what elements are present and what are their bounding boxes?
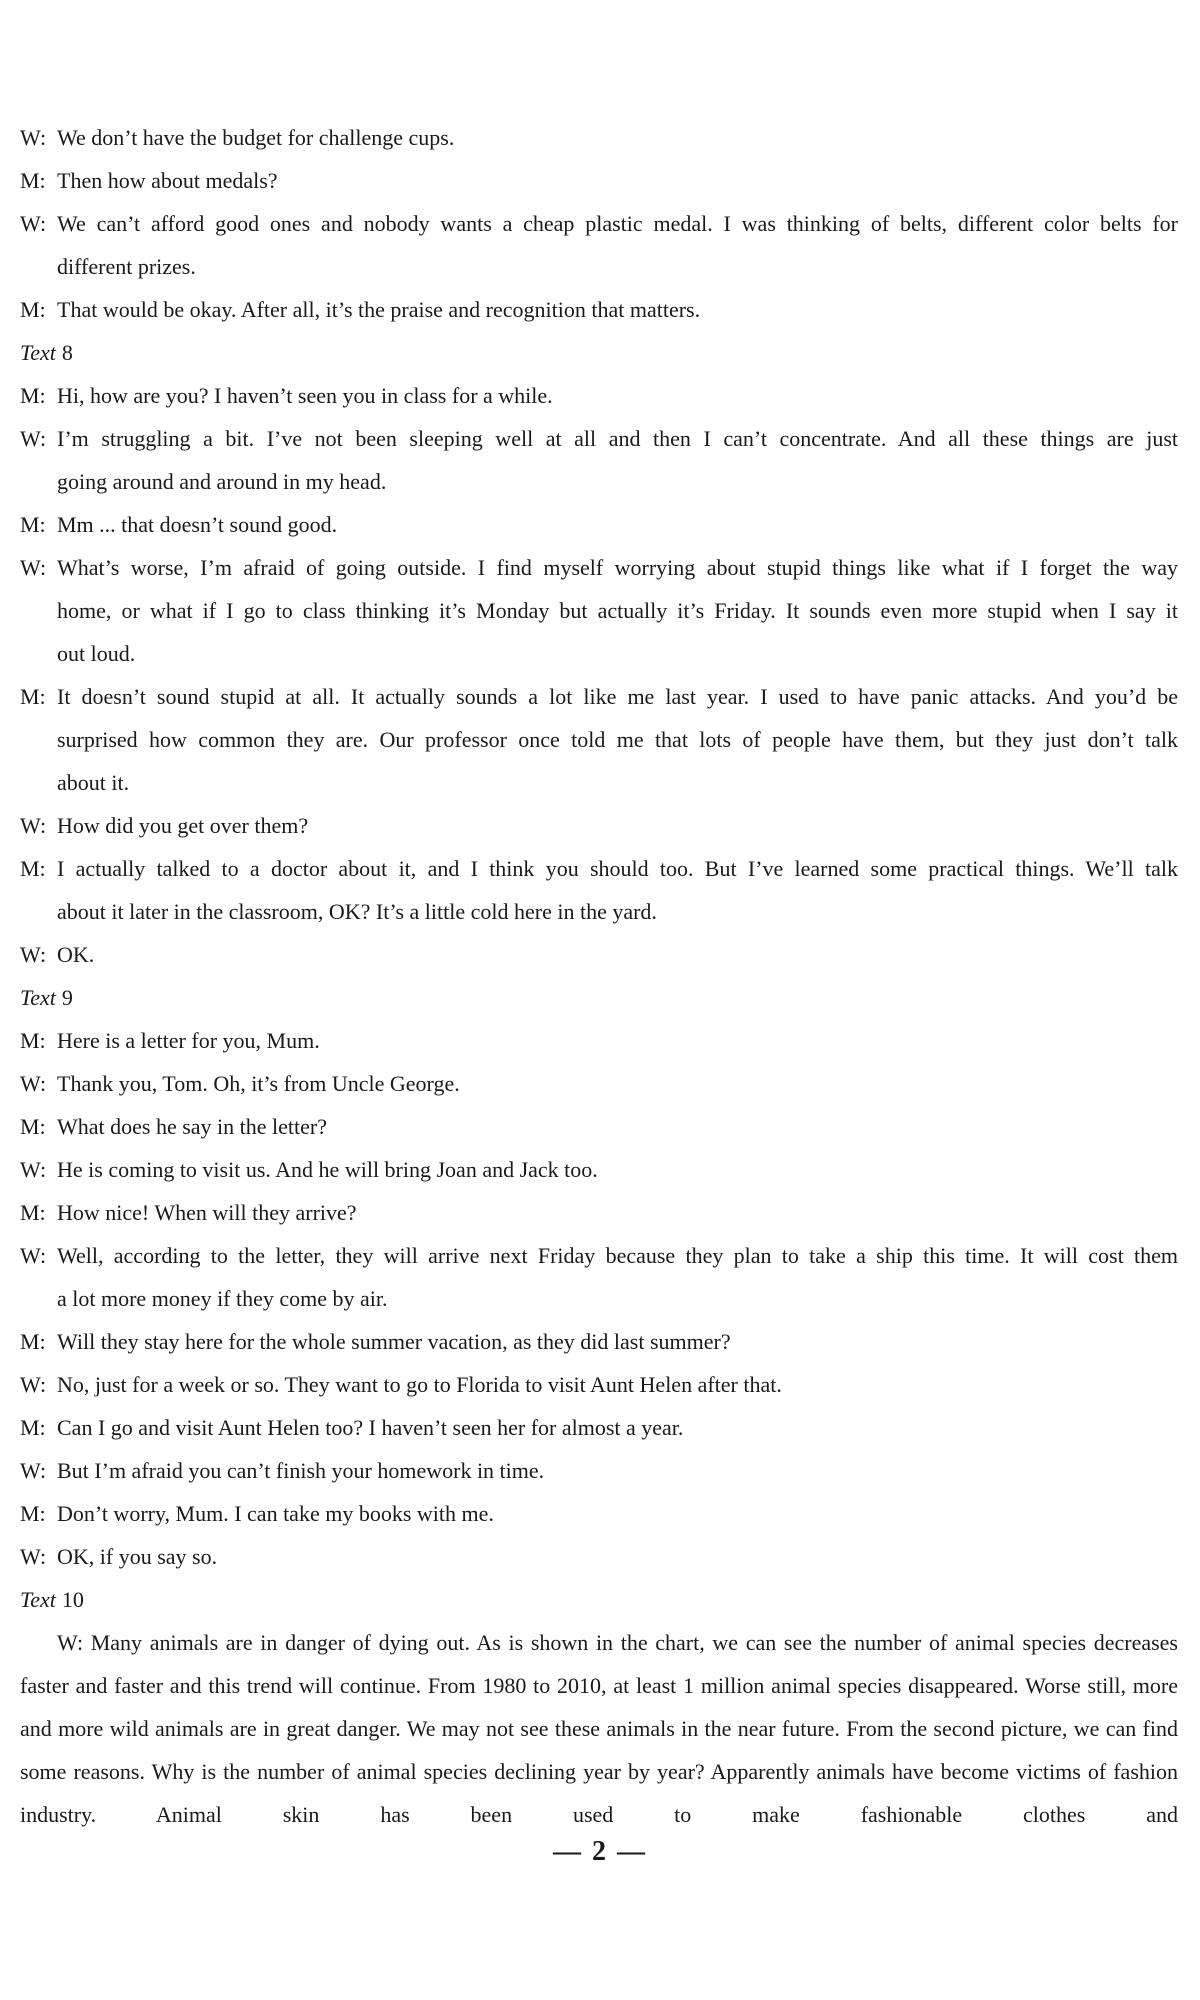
- dialogue-line: [20, 1492, 1178, 1535]
- speaker-label: M:: [20, 1200, 46, 1225]
- speaker-label: W:: [20, 211, 47, 236]
- dialogue-text: Then how about medals?: [57, 168, 278, 193]
- speaker-label: M:: [20, 684, 46, 709]
- dialogue-line: [20, 1105, 1178, 1148]
- dialogue-text: He is coming to visit us. And he will bring Joan and Jack too.: [57, 1157, 598, 1182]
- dialogue-line: [20, 202, 1178, 245]
- speaker-label: M:: [20, 856, 46, 881]
- speaker-label: W:: [20, 1071, 47, 1096]
- dialogue-line: [20, 1234, 1178, 1277]
- dialogue-line: [20, 503, 1178, 546]
- dialogue-text: We can’t afford good ones and nobody wants a cheap plastic medal. I was thinking of belts, different color belts for: [57, 211, 1178, 236]
- dialogue-text: Thank you, Tom. Oh, it’s from Uncle George.: [57, 1071, 460, 1096]
- dialogue-line: [20, 1535, 1178, 1578]
- speaker-label: W:: [20, 813, 47, 838]
- dialogue-line: [20, 116, 1178, 159]
- dialogue-text: a lot more money if they come by air.: [57, 1286, 388, 1311]
- dialogue-line: [20, 1148, 1178, 1191]
- speaker-label: W:: [20, 1372, 47, 1397]
- dialogue-line: [20, 159, 1178, 202]
- dialogue-text: I’m struggling a bit. I’ve not been sleeping well at all and then I can’t concentrate. And all these things are just: [57, 426, 1178, 451]
- dialogue-text: But I’m afraid you can’t finish your homework in time.: [57, 1458, 545, 1483]
- dialogue-continuation: [20, 761, 1178, 804]
- dialogue-line: [20, 1191, 1178, 1234]
- speaker-label: M:: [20, 1114, 46, 1139]
- section-heading: [20, 1578, 1178, 1621]
- dialogue-continuation: [20, 718, 1178, 761]
- dialogue-text: Here is a letter for you, Mum.: [57, 1028, 320, 1053]
- speaker-label: W:: [20, 1243, 47, 1268]
- speaker-label: M:: [20, 1501, 46, 1526]
- dialogue-line: [20, 1406, 1178, 1449]
- speaker-label: W:: [20, 125, 47, 150]
- dialogue-text: about it later in the classroom, OK? It’s a little cold here in the yard.: [57, 899, 657, 924]
- dialogue-text: What does he say in the letter?: [57, 1114, 328, 1139]
- dialogue-text: different prizes.: [57, 254, 196, 279]
- section-heading-label: Text: [20, 1587, 56, 1612]
- dialogue-text: Don’t worry, Mum. I can take my books with me.: [57, 1501, 494, 1526]
- transcript-body: [20, 116, 1178, 1836]
- speaker-label: M:: [20, 383, 46, 408]
- dialogue-continuation: [20, 245, 1178, 288]
- speaker-label: M:: [20, 297, 46, 322]
- dialogue-text: Will they stay here for the whole summer vacation, as they did last summer?: [57, 1329, 731, 1354]
- section-heading-label: Text: [20, 985, 56, 1010]
- dialogue-text: It doesn’t sound stupid at all. It actually sounds a lot like me last year. I used to have panic attacks. And you’d be: [57, 684, 1178, 709]
- section-heading: [20, 331, 1178, 374]
- dialogue-line: [20, 847, 1178, 890]
- dialogue-line: [20, 675, 1178, 718]
- dialogue-text: Can I go and visit Aunt Helen too? I haven’t seen her for almost a year.: [57, 1415, 684, 1440]
- dialogue-text: OK.: [57, 942, 95, 967]
- dialogue-text: How did you get over them?: [57, 813, 309, 838]
- dialogue-text: about it.: [57, 770, 130, 795]
- speaker-label: M:: [20, 1329, 46, 1354]
- dialogue-text: Hi, how are you? I haven’t seen you in class for a while.: [57, 383, 553, 408]
- dialogue-continuation: [20, 632, 1178, 675]
- speaker-label: W:: [20, 555, 47, 580]
- speaker-label: W:: [20, 426, 47, 451]
- dialogue-text: No, just for a week or so. They want to go to Florida to visit Aunt Helen after that.: [57, 1372, 782, 1397]
- narration-paragraph: W: Many animals are in danger of dying out. As is shown in the chart, we can see the number of animal species decreases faster and faster and this trend will continue. From 1980 to 2010, at least 1 million animal species disappeared. Worse still, more and more wild animals are in great danger. We may not see these animals in the near future. From the second picture, we can find some reasons. Why is the number of animal species declining year by year? Apparently animals have become victims of fashion industry. Animal skin has been used to make fashionable clothes and: [20, 1630, 1178, 1827]
- dialogue-text: I actually talked to a doctor about it, and I think you should too. But I’ve learned some practical things. We’ll talk: [57, 856, 1178, 881]
- dialogue-line: [20, 288, 1178, 331]
- dialogue-line: [20, 1320, 1178, 1363]
- page-number: — 2 —: [553, 1836, 647, 1867]
- dialogue-text: home, or what if I go to class thinking it’s Monday but actually it’s Friday. It sounds even more stupid when I say it: [57, 598, 1178, 623]
- dialogue-line: [20, 1363, 1178, 1406]
- speaker-label: M:: [20, 512, 46, 537]
- dialogue-line: [20, 1449, 1178, 1492]
- section-heading-label: Text: [20, 340, 56, 365]
- dialogue-text: OK, if you say so.: [57, 1544, 218, 1569]
- dialogue-line: [20, 417, 1178, 460]
- dialogue-continuation: [20, 890, 1178, 933]
- speaker-label: W:: [20, 1157, 47, 1182]
- section-heading-number: 8: [61, 340, 73, 365]
- dialogue-text: What’s worse, I’m afraid of going outside. I find myself worrying about stupid things like what if I forget the way: [57, 555, 1178, 580]
- section-heading: [20, 976, 1178, 1019]
- dialogue-text: Mm ... that doesn’t sound good.: [57, 512, 338, 537]
- speaker-label: W:: [20, 1458, 47, 1483]
- dialogue-continuation: [20, 1277, 1178, 1320]
- speaker-label: W:: [20, 942, 47, 967]
- dialogue-text: surprised how common they are. Our professor once told me that lots of people have them, but they just don’t talk: [57, 727, 1178, 752]
- speaker-label: M:: [20, 1415, 46, 1440]
- dialogue-line: [20, 546, 1178, 589]
- speaker-label: W:: [20, 1544, 47, 1569]
- dialogue-text: out loud.: [57, 641, 136, 666]
- speaker-label: M:: [20, 1028, 46, 1053]
- dialogue-line: [20, 1062, 1178, 1105]
- dialogue-line: [20, 374, 1178, 417]
- dialogue-line: [20, 804, 1178, 847]
- section-heading-number: 9: [61, 985, 73, 1010]
- dialogue-text: We don’t have the budget for challenge cups.: [57, 125, 455, 150]
- dialogue-text: How nice! When will they arrive?: [57, 1200, 357, 1225]
- dialogue-continuation: [20, 460, 1178, 503]
- dialogue-continuation: [20, 589, 1178, 632]
- dialogue-line: [20, 933, 1178, 976]
- dialogue-text: Well, according to the letter, they will arrive next Friday because they plan to take a ship this time. It will cost them: [57, 1243, 1178, 1268]
- section-heading-number: 10: [61, 1587, 84, 1612]
- speaker-label: M:: [20, 168, 46, 193]
- dialogue-text: going around and around in my head.: [57, 469, 387, 494]
- dialogue-text: That would be okay. After all, it’s the praise and recognition that matters.: [57, 297, 701, 322]
- dialogue-line: [20, 1019, 1178, 1062]
